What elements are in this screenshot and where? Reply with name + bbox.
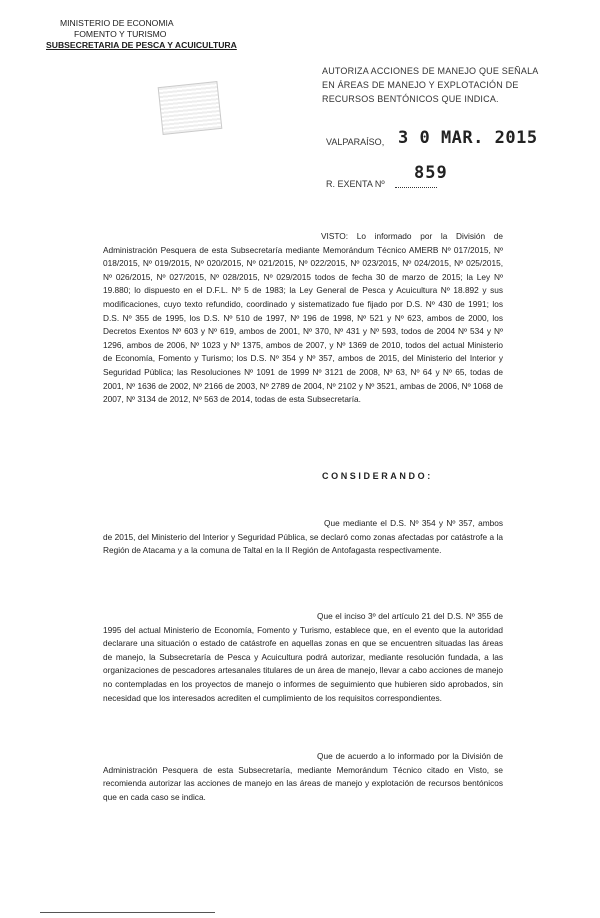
considerando-text-1: Que mediante el D.S. Nº 354 y Nº 357, ambos de 2015, del Ministerio del Interior y Seguridad Pública, se declaró como zonas afectadas por catástrofe a la Región de Atacama y a la comuna de Taltal en la II Región de Antofagasta respectivamente.: [103, 518, 503, 556]
place-label: VALPARAÍSO,: [326, 137, 385, 147]
footer-rule: [40, 912, 215, 913]
considerando-paragraph-3: [103, 750, 503, 804]
ministry-name: MINISTERIO DE ECONOMIA: [60, 18, 174, 28]
resolution-number-line: [395, 187, 437, 188]
undersecretariat-name: SUBSECRETARIA DE PESCA Y ACUICULTURA: [46, 40, 237, 50]
date-stamp: 3 0 MAR. 2015: [398, 128, 538, 148]
considerando-text-2: Que el inciso 3º del artículo 21 del D.S. Nº 355 de 1995 del actual Ministerio de Economía, Fomento y Turismo, establece que, en el evento que la autoridad declarare una situación o estado de catástrofe en aquellas zonas en que se encuentren situadas las áreas de manejo, la Subsecretaría de Pesca y Acuicultura podrá autorizar, mediante resolución fundada, a las organizaciones de pescadores artesanales titulares de un área de manejo, llevar a cabo acciones de manejo no contempladas en los proyectos de manejo o informes de seguimiento que hubieren sido aprobados, sin necesidad que los interesados acrediten el cumplimiento de los requisitos correspondientes.: [103, 611, 503, 703]
resolution-number-label: R. EXENTA Nº: [326, 179, 385, 189]
considerando-text-3: Que de acuerdo a lo informado por la División de Administración Pesquera de esta Subsecretaría, mediante Memorándum Técnico citado en Visto, se recomienda autorizar las acciones de manejo en las áreas de manejo y explotación de recursos bentónicos que en cada caso se indica.: [103, 751, 503, 802]
faded-stamp: [158, 81, 223, 135]
visto-paragraph: [103, 230, 503, 407]
considerando-heading: CONSIDERANDO:: [322, 471, 433, 481]
considerando-paragraph-1: [103, 517, 503, 558]
resolution-subject: AUTORIZA ACCIONES DE MANEJO QUE SEÑALA EN ÁREAS DE MANEJO Y EXPLOTACIÓN DE RECURSOS BENTÓNICOS QUE INDICA.: [322, 66, 538, 104]
considerando-paragraph-2: [103, 610, 503, 705]
visto-text: VISTO: Lo informado por la División de Administración Pesquera de esta Subsecretaría mediante Memorándum Técnico AMERB Nº 017/2015, Nº 018/2015, Nº 019/2015, Nº 020/2015, Nº 021/2015, Nº 022/2015, Nº 023/2015, Nº 024/2015, Nº 025/2015, Nº 026/2015, Nº 027/2015, Nº 028/2015, Nº 029/2015 todos de fecha 30 de marzo de 2015; la Ley Nº 19.880; lo dispuesto en el D.F.L. Nº 5 de 1983; la Ley General de Pesca y Acuicultura Nº 18.892 y sus modificaciones, cuyo texto refundido, coordinado y sistematizado fue fijado por D.S. Nº 430 de 1991; los D.S. Nº 355 de 1995, los D.S. Nº 510 de 1997, Nº 196 de 1998, Nº 521 y Nº 623, ambos de 2000, los Decretos Exentos Nº 603 y Nº 619, ambos de 2001, Nº 370, Nº 431 y Nº 593, todos de 2004 Nº 534 y Nº 1296, ambos de 2006, Nº 1023 y Nº 1375, ambos de 2007, y Nº 1369 de 2010, todos del actual Ministerio de Economía, Fomento y Turismo; los D.S. Nº 354 y Nº 357, ambos de 2015, del Ministerio del Interior y Seguridad Pública; las Resoluciones Nº 1091 de 1999 Nº 3121 de 2008, Nº 63, Nº 64 y Nº 65, todas de 2001, Nº 1636 de 2002, Nº 2166 de 2003, Nº 2789 de 2004, Nº 2102 y Nº 3521, ambas de 2006, Nº 1068 de 2007, Nº 3134 de 2012, Nº 563 de 2014, todas de esta Subsecretaría.: [103, 231, 503, 405]
ministry-subname: FOMENTO Y TURISMO: [74, 29, 167, 39]
resolution-number: 859: [414, 163, 448, 183]
